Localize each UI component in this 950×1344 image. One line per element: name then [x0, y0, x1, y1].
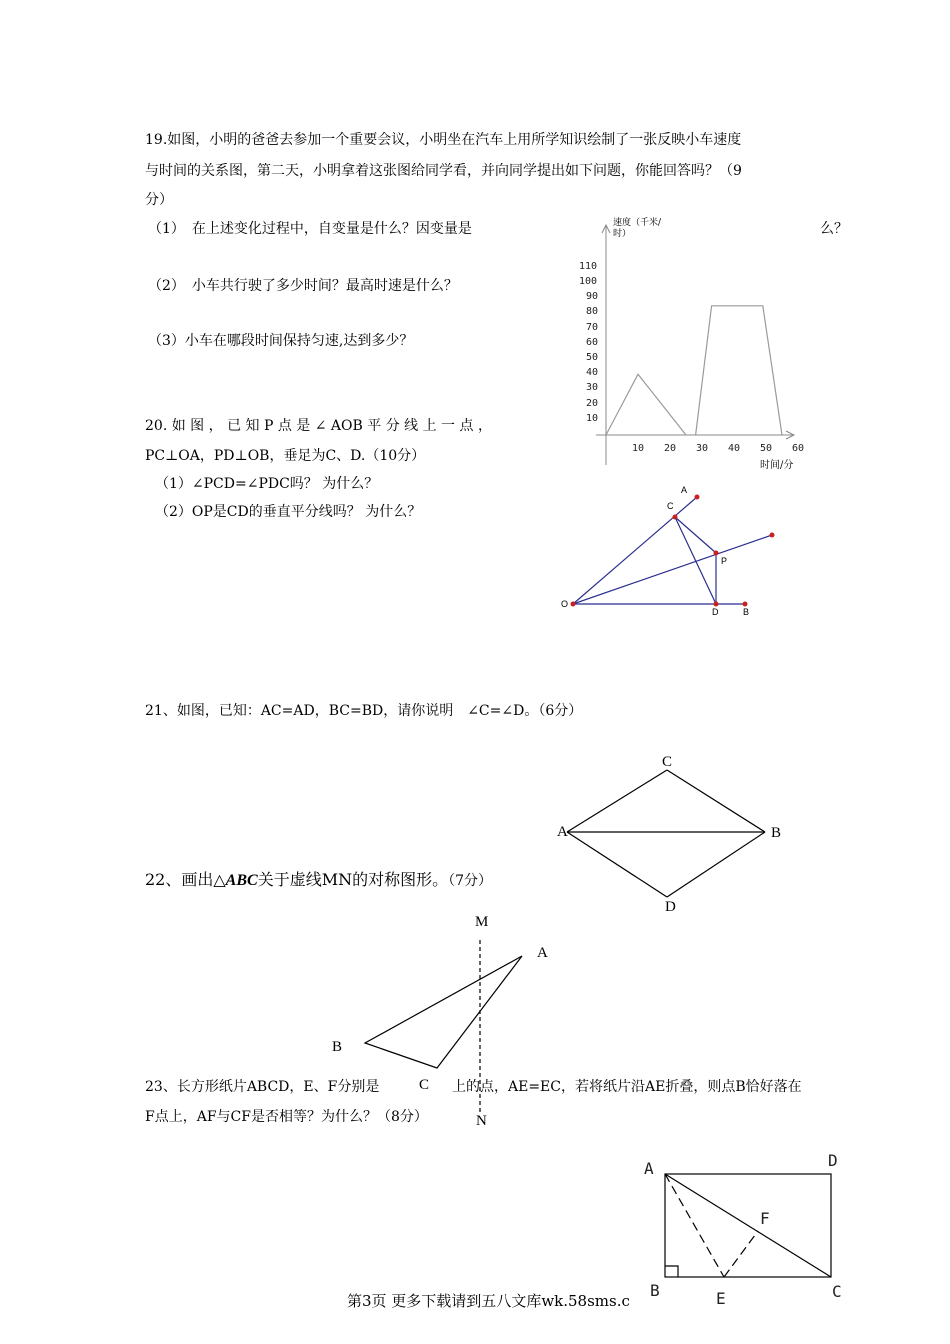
q20-line1: 20. 如 图 ， 已 知 P 点 是 ∠ AOB 平 分 线 上 一 点 ，: [145, 418, 492, 434]
fold-ae: [665, 1174, 724, 1277]
chart-xlabel: 时间/分: [760, 460, 794, 471]
q22-pre: 22、画出△: [145, 870, 226, 889]
q19-sub1-end: 么？: [820, 221, 848, 237]
chart-ylabel: 速度（千米/时）: [613, 218, 662, 239]
chart-y-tick-label: 110: [579, 260, 598, 272]
q19-sub3: （3）小车在哪段时间保持匀速,达到多少？: [148, 333, 414, 349]
chart-x-tick-label: 50: [760, 443, 773, 454]
label-b: B: [332, 1039, 343, 1055]
q23-line1a: 23、长方形纸片ABCD，E、F分别是: [145, 1079, 380, 1095]
chart-y-tick-label: 30: [586, 382, 599, 394]
label-c: C: [662, 754, 673, 770]
q23-line2: F点上，AF与CF是否相等？为什么？（8分）: [145, 1109, 428, 1125]
chart-y-tick-label: 40: [586, 367, 599, 379]
q22-post: 关于虚线MN的对称图形。: [257, 870, 449, 889]
label-b: B: [743, 607, 750, 617]
label-a: A: [681, 485, 688, 495]
chart-y-tick-label: 70: [586, 321, 599, 333]
q20-line2: PC⊥OA，PD⊥OB，垂足为C、D.（10分）: [145, 448, 426, 464]
label-c: C: [419, 1077, 430, 1093]
chart-y-tick-label: 100: [579, 276, 598, 287]
label-o: O: [561, 599, 569, 609]
segment-ef: [724, 1231, 758, 1277]
q22-score: （7分）: [448, 873, 492, 889]
label-p: P: [721, 556, 728, 566]
chart-y-tick-label: 90: [586, 291, 599, 303]
label-e: E: [716, 1289, 726, 1308]
chart-x-tick-label: 40: [728, 443, 741, 454]
label-f: F: [760, 1209, 770, 1228]
q20-sub1: （1）∠PCD=∠PDC吗？ 为什么？: [155, 476, 379, 492]
q21-line1: 21、如图，已知：AC=AD，BC=BD，请你说明 ∠C=∠D。（6分）: [145, 703, 583, 719]
label-a: A: [557, 824, 568, 840]
label-c: C: [667, 501, 674, 511]
q19-line2: 与时间的关系图，第二天，小明拿着这张图给同学看，并向同学提出如下问题，你能回答吗？（9: [145, 163, 742, 179]
label-d: D: [828, 1151, 838, 1170]
label-c: C: [832, 1282, 842, 1301]
label-d: D: [712, 607, 719, 617]
diagonal-ac: [665, 1174, 831, 1277]
chart-y-tick-label: 80: [586, 306, 599, 318]
chart-y-tick-label: 50: [586, 352, 599, 363]
chart-y-tick-label: 10: [586, 412, 599, 424]
chart-x-tick-label: 30: [696, 443, 709, 454]
label-b: B: [771, 825, 782, 841]
label-a: A: [537, 945, 548, 961]
label-m: M: [475, 914, 489, 930]
label-b: B: [650, 1281, 660, 1300]
label-n: N: [476, 1113, 487, 1129]
label-d: D: [665, 899, 676, 915]
q19-sub1: （1） 在上述变化过程中，自变量是什么？因变量是: [148, 221, 472, 237]
q23-line1b: 上的点，AE=EC，若将纸片沿AE折叠，则点B恰好落在: [452, 1079, 802, 1095]
page-footer: 第3页 更多下载请到五八文库wk.58sms.c: [347, 1292, 630, 1310]
q19-line3: 分）: [145, 192, 173, 208]
chart-y-tick-label: 60: [586, 336, 599, 348]
q19-line1: 19.如图，小明的爸爸去参加一个重要会议，小明坐在汽车上用所学知识绘制了一张反映小车速度: [145, 132, 742, 148]
label-a: A: [644, 1159, 654, 1178]
chart-y-tick-label: 20: [586, 397, 599, 409]
right-angle-mark: [665, 1266, 678, 1277]
chart-x-tick-label: 20: [664, 443, 677, 454]
q20-sub2: （2）OP是CD的垂直平分线吗？ 为什么？: [155, 504, 422, 520]
chart-x-tick-label: 60: [792, 443, 805, 454]
q22-abc: ABC: [225, 872, 258, 889]
q19-sub2: （2） 小车共行驶了多少时间？最高时速是什么？: [148, 278, 458, 294]
chart-x-tick-label: 10: [632, 443, 645, 454]
